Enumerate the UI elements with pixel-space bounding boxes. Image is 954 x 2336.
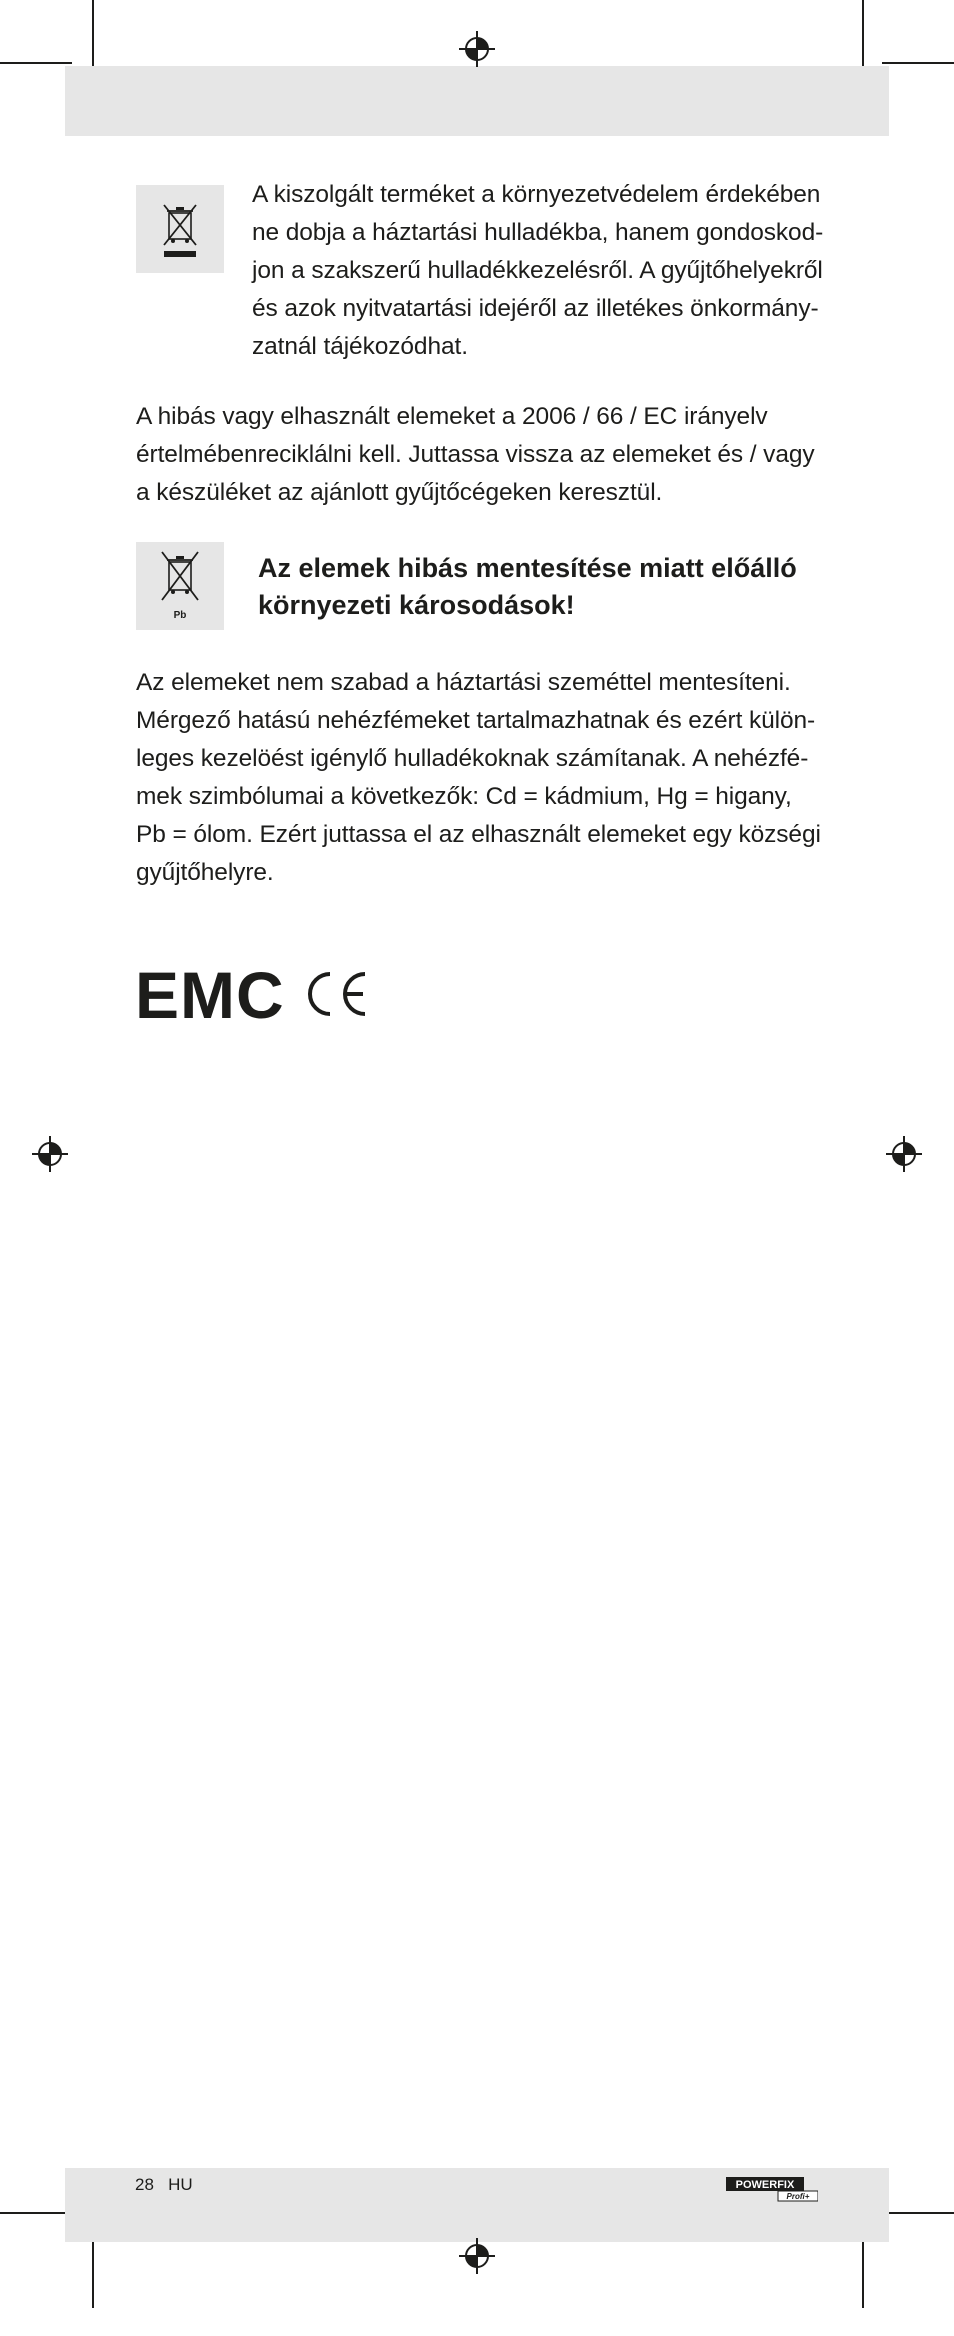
warning-line: környezeti károsodások!	[258, 590, 575, 620]
header-band	[65, 66, 889, 136]
ce-mark-icon	[305, 968, 369, 1020]
footer-page-info	[135, 2174, 193, 2196]
brand-sub: Profi+	[786, 2192, 810, 2201]
text-line: Az elemeket nem szabad a háztartási szeméttel mentesíteni.	[136, 669, 791, 696]
text-line: jon a szakszerű hulladékkezelésről. A gyűjtőhelyekről	[252, 257, 823, 284]
text-line: A hibás vagy elhasznált elemeket a 2006 / 66 / EC irányelv	[136, 403, 768, 430]
text-line: gyűjtőhelyre.	[136, 859, 274, 886]
text-line: zatnál tájékozódhat.	[252, 333, 468, 360]
battery-paragraph	[136, 398, 815, 512]
registration-mark-icon	[459, 2238, 495, 2274]
crop-mark	[882, 2212, 954, 2214]
text-line: a készüléket az ajánlott gyűjtőcégeken keresztül.	[136, 479, 663, 506]
text-line: ne dobja a háztartási hulladékba, hanem gondoskod-	[252, 219, 824, 246]
text-line: leges kezelöést igénylő hulladékoknak számítanak. A nehézfé-	[136, 745, 809, 772]
crop-mark	[92, 0, 94, 72]
warning-line: Az elemek hibás mentesítése miatt előálló	[258, 553, 797, 583]
powerfix-logo	[726, 2175, 818, 2205]
crop-mark	[92, 2236, 94, 2308]
registration-mark-icon	[886, 1136, 922, 1172]
crop-mark	[862, 0, 864, 72]
crossed-bin-icon-box	[136, 185, 224, 273]
heavy-metal-paragraph	[136, 664, 821, 892]
page-number: 28	[135, 2175, 154, 2194]
crop-mark	[862, 2236, 864, 2308]
crop-mark	[0, 62, 72, 64]
brand-name: POWERFIX	[735, 2179, 795, 2191]
registration-mark-icon	[459, 31, 495, 67]
text-line: A kiszolgált terméket a környezetvédelem érdekében	[252, 181, 821, 208]
crossed-out-wheelie-bin-icon	[136, 185, 224, 273]
crossed-out-battery-bin-icon	[136, 542, 224, 630]
recycle-paragraph	[252, 176, 823, 366]
emc-mark: EMC	[135, 958, 285, 1032]
text-line: mek szimbólumai a következők: Cd = kádmium, Hg = higany,	[136, 783, 792, 810]
battery-bin-icon-box	[136, 542, 224, 630]
pb-label: Pb	[173, 610, 187, 621]
text-line: és azok nyitvatartási idejéről az illetékes önkormány-	[252, 295, 819, 322]
warning-heading	[258, 550, 797, 624]
text-line: Pb = ólom. Ezért juttassa el az elhasznált elemeket egy községi	[136, 821, 821, 848]
text-line: Mérgező hatású nehézfémeket tartalmazhatnak és ezért külön-	[136, 707, 816, 734]
registration-mark-icon	[32, 1136, 68, 1172]
crop-mark	[882, 62, 954, 64]
language-code: HU	[168, 2175, 193, 2194]
text-line: értelmébenreciklálni kell. Juttassa vissza az elemeket és / vagy	[136, 441, 815, 468]
crop-mark	[0, 2212, 72, 2214]
